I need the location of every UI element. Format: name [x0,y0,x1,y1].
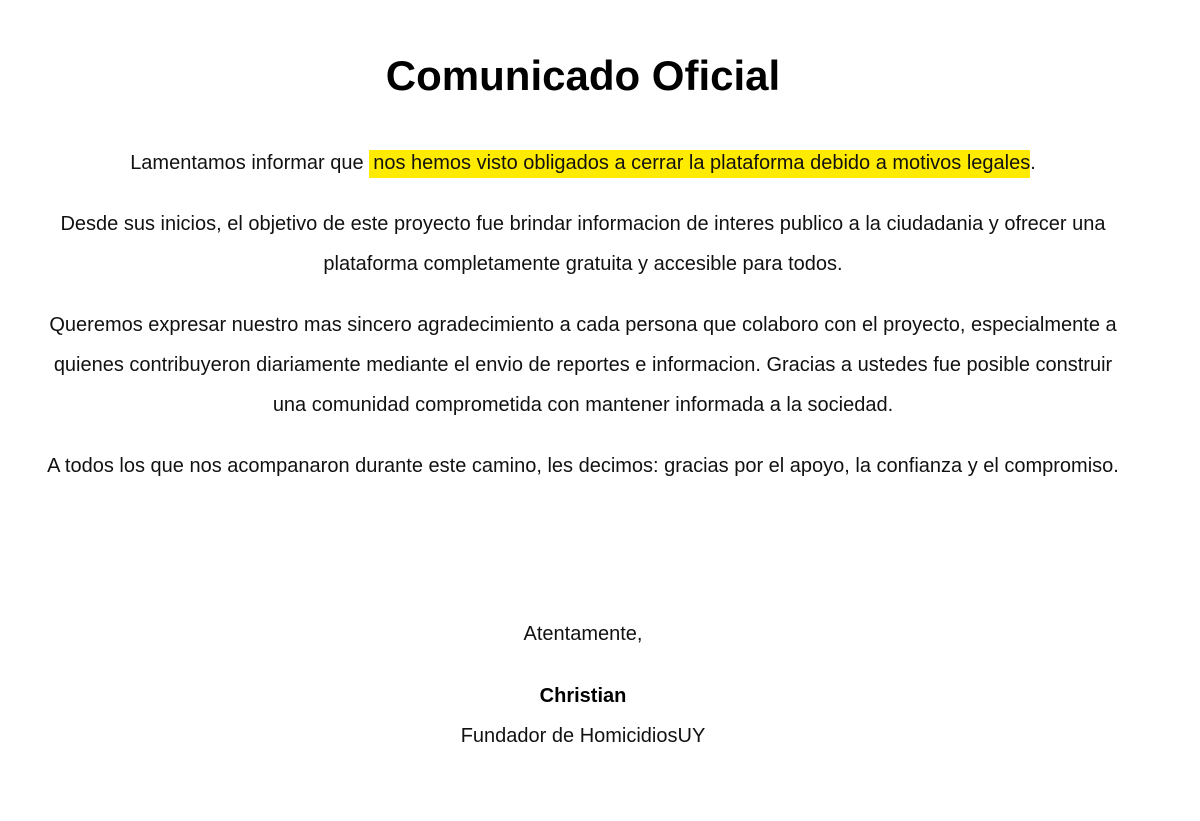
paragraph-thanks: A todos los que nos acompanaron durante este camino, les decimos: gracias por el apoyo, la confianza y el compromiso. [47,455,1119,477]
paragraph-text: Lamentamos informar que [130,152,370,174]
paragraph-closure-notice [40,143,1126,183]
paragraph-project-goal: Desde sus inicios, el objetivo de este proyecto fue brindar informacion de interes publico a la ciudadania y ofrecer una plataforma completamente gratuita y accesible para todos. [60,213,1106,275]
highlighted-text: nos hemos visto obligados a cerrar la plataforma debido a motivos legales [369,150,1030,178]
paragraph-text: . [1030,152,1036,174]
signature-role: Fundador de HomicidiosUY [460,725,706,747]
signature-block [0,618,1166,752]
paragraph-gratitude: Queremos expresar nuestro mas sincero agradecimiento a cada persona que colaboro con el proyecto, especialmente a quienes contribuyeron diariamente mediante el envio de reportes e informacion. Gracias a ustedes fue posible construir una comunidad comprometida con mantener informada a la sociedad. [49,314,1117,416]
signature-name: Christian [539,685,627,707]
sign-off: Atentamente, [523,623,643,645]
document-body [40,143,1126,507]
page-title: Comunicado Oficial [385,52,781,99]
